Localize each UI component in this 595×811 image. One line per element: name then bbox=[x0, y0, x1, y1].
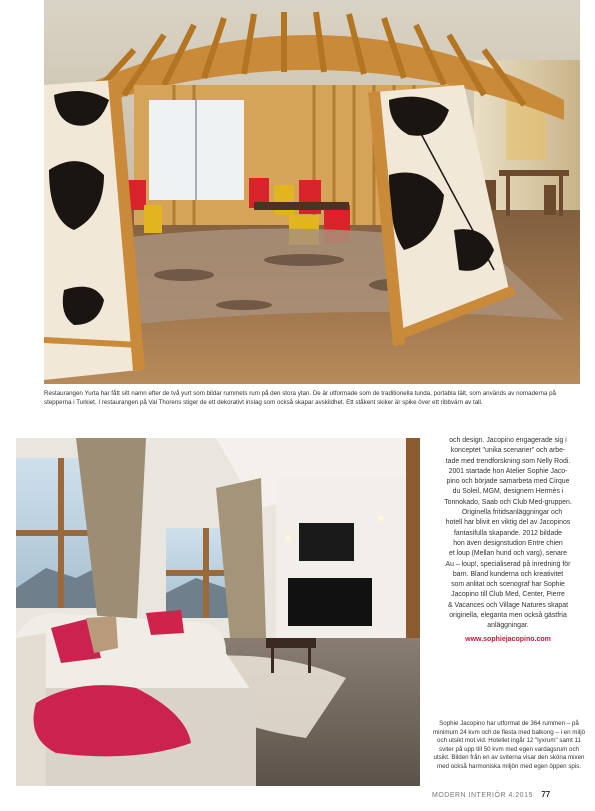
article-line: du Soleil, MGM, designern Hermès i bbox=[452, 488, 564, 496]
article-line: hotell har blivit en viktig del av Jacopinos bbox=[445, 519, 571, 527]
restaurant-yurt-illustration bbox=[44, 0, 580, 384]
article-line: Originella fritidsanläggningar och bbox=[461, 509, 563, 517]
restaurant-yurt-photo bbox=[44, 0, 580, 384]
article-line: hon även designstudion Entre chien bbox=[453, 539, 563, 547]
article-line: Jacopino till Club Med, Center, Pierre bbox=[451, 591, 565, 599]
suite-photo bbox=[16, 438, 420, 786]
website-link[interactable]: www.sophiejacopino.com bbox=[465, 635, 551, 643]
photo-caption: Restaurangen Yurta har fått sitt namn efter de två yurt som bildar rummets rum på den stora ytan. De är utformade som de traditionella tunda, portabla tält, som används av nomaderna på stepperna i Turkiet. I restaurangen på Val Thorens stiger de ett dekorativt inslag som också skapar avskildhet. Ett ståkent skiker är spike över ett ribbvärn av tall. bbox=[44, 390, 556, 406]
article-line: konceptet "unika scenarier" och arbe- bbox=[450, 447, 566, 455]
article-line: anläggningar. bbox=[487, 622, 529, 630]
article-line: & Vacances och Village Natures skapat bbox=[447, 601, 569, 609]
article-line: Tonnokado, Saab och Club Med-gruppen. bbox=[444, 498, 572, 506]
article-line: barn. Bland kunderna och kreativitet bbox=[452, 570, 564, 578]
article-line: et loup (Mellan hund och varg), senare bbox=[449, 550, 567, 558]
page-number: 77 bbox=[541, 790, 551, 799]
article-line: 2001 startade hon Atelier Sophie Jaco- bbox=[448, 467, 568, 475]
article-line: som anlitat och scenograf har Sophie bbox=[451, 581, 565, 589]
article-line: originella, eleganta men också gästfria bbox=[449, 612, 567, 620]
article-text bbox=[428, 436, 588, 645]
suite-caption: Sophie Jacopino har utformat de 364 rummen – på minimum 24 kvm och de flesta med balkong – i en miljö och utsikt mot vid. Hotellet ingår 12 "lyxrum" samt 11 sviter på upp till 50 kvm med egen vardagsrum och utsikt. Bilden från en av sviterna visar den sköna mixen med också harmoniska miljön med egen öppen spis. bbox=[433, 720, 586, 770]
article-line: och design. Jacopino engagerade sig i bbox=[449, 437, 567, 444]
page-footer bbox=[432, 790, 587, 799]
article-line: tade med trendforskning som Nelly Rodi. bbox=[445, 457, 571, 465]
article-line: Au – loup!, specialiserad på inredning för bbox=[445, 560, 571, 568]
suite-illustration bbox=[16, 438, 420, 786]
article-line: pino och började samarbeta med Cirque bbox=[446, 478, 570, 486]
article-line: fantasifulla skapande. 2012 bildade bbox=[453, 529, 563, 537]
magazine-name: MODERN INTERIÖR 4.2015 bbox=[432, 792, 533, 799]
